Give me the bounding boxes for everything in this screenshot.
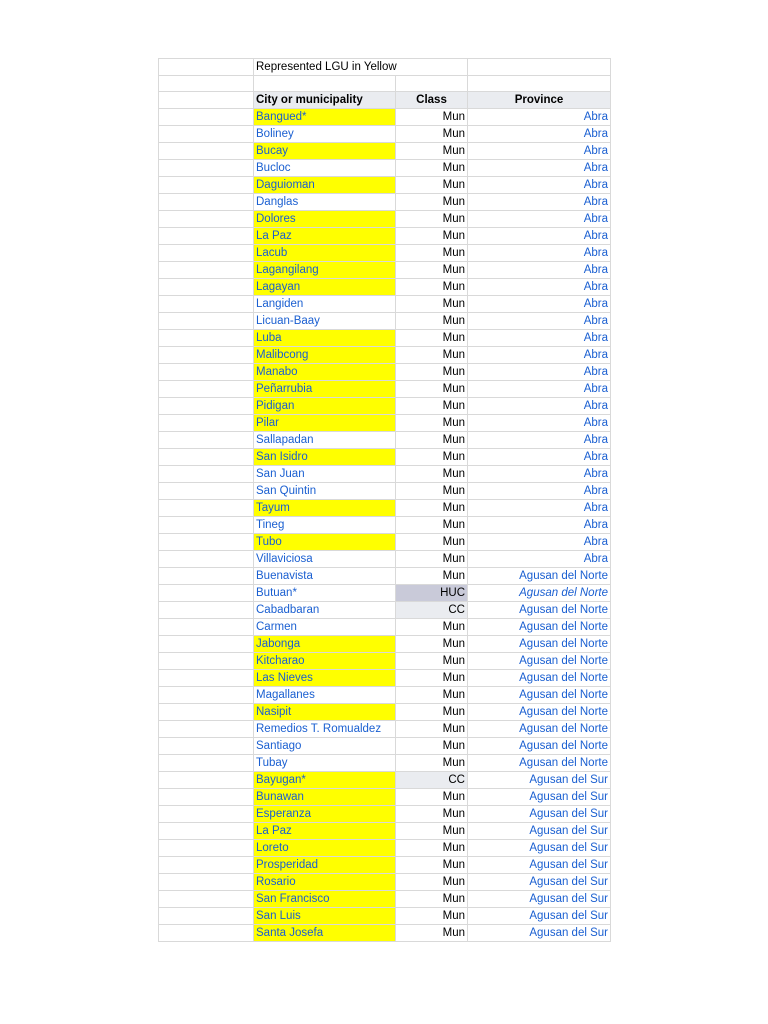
table-row [159, 653, 611, 670]
table-row [159, 415, 611, 432]
city-link[interactable]: Villaviciosa [254, 551, 396, 568]
table-row [159, 704, 611, 721]
blank-cell [159, 840, 254, 857]
table-row [159, 160, 611, 177]
table-row [159, 602, 611, 619]
blank-cell [159, 806, 254, 823]
blank-cell [159, 653, 254, 670]
city-link[interactable]: Licuan-Baay [254, 313, 396, 330]
blank-cell [159, 194, 254, 211]
blank-cell [159, 891, 254, 908]
city-link[interactable]: Loreto [254, 840, 396, 857]
city-link[interactable]: San Isidro [254, 449, 396, 466]
province-link[interactable]: Abra [468, 262, 611, 279]
blank-cell [159, 908, 254, 925]
table-row [159, 381, 611, 398]
city-link[interactable]: Bunawan [254, 789, 396, 806]
class-cell: Mun [396, 925, 468, 942]
blank-cell [396, 76, 468, 92]
province-link[interactable]: Abra [468, 143, 611, 160]
class-cell: Mun [396, 568, 468, 585]
table-row [159, 551, 611, 568]
city-link[interactable]: Danglas [254, 194, 396, 211]
blank-cell [159, 313, 254, 330]
blank-cell [159, 347, 254, 364]
province-link[interactable]: Agusan del Norte [468, 738, 611, 755]
province-link[interactable]: Agusan del Sur [468, 772, 611, 789]
province-link[interactable]: Agusan del Sur [468, 874, 611, 891]
city-link[interactable]: Bayugan* [254, 772, 396, 789]
city-link[interactable]: Esperanza [254, 806, 396, 823]
class-cell: Mun [396, 347, 468, 364]
blank-cell [159, 823, 254, 840]
city-link[interactable]: Remedios T. Romualdez [254, 721, 396, 738]
blank-cell [159, 466, 254, 483]
class-cell: Mun [396, 364, 468, 381]
header-row [159, 92, 611, 109]
blank-cell [159, 619, 254, 636]
province-link[interactable]: Agusan del Norte [468, 721, 611, 738]
blank-cell [159, 76, 254, 92]
blank-cell [159, 109, 254, 126]
class-cell: Mun [396, 534, 468, 551]
province-link[interactable]: Agusan del Sur [468, 891, 611, 908]
blank-cell [159, 449, 254, 466]
province-link[interactable]: Agusan del Sur [468, 908, 611, 925]
table-row [159, 364, 611, 381]
table-row [159, 347, 611, 364]
table-row [159, 194, 611, 211]
blank-cell [159, 330, 254, 347]
blank-cell [159, 92, 254, 109]
class-cell: Mun [396, 874, 468, 891]
table-row [159, 517, 611, 534]
blank-cell [159, 59, 254, 76]
province-link[interactable]: Abra [468, 313, 611, 330]
table-row [159, 823, 611, 840]
blank-cell [254, 76, 396, 92]
province-link[interactable]: Agusan del Norte [468, 687, 611, 704]
table-row [159, 534, 611, 551]
table-row [159, 449, 611, 466]
city-link[interactable]: San Luis [254, 908, 396, 925]
table-row [159, 619, 611, 636]
province-link[interactable]: Agusan del Sur [468, 806, 611, 823]
province-link[interactable]: Agusan del Norte [468, 585, 611, 602]
city-link[interactable]: Boliney [254, 126, 396, 143]
blank-cell [159, 483, 254, 500]
table-row [159, 211, 611, 228]
province-link[interactable]: Abra [468, 398, 611, 415]
blank-cell [159, 364, 254, 381]
province-link[interactable]: Abra [468, 228, 611, 245]
class-cell: CC [396, 772, 468, 789]
class-cell: Mun [396, 704, 468, 721]
table-row [159, 806, 611, 823]
province-link[interactable]: Abra [468, 381, 611, 398]
blank-cell [159, 670, 254, 687]
lgu-table-body [159, 59, 611, 942]
blank-cell [159, 211, 254, 228]
class-cell: Mun [396, 228, 468, 245]
blank-cell [159, 721, 254, 738]
province-link[interactable]: Abra [468, 517, 611, 534]
table-row [159, 738, 611, 755]
blank-cell [159, 602, 254, 619]
class-cell: Mun [396, 500, 468, 517]
table-row [159, 687, 611, 704]
city-link[interactable]: Tubo [254, 534, 396, 551]
class-cell: Mun [396, 857, 468, 874]
class-cell: Mun [396, 891, 468, 908]
province-link[interactable]: Agusan del Norte [468, 704, 611, 721]
blank-cell [159, 517, 254, 534]
class-cell: Mun [396, 432, 468, 449]
table-row [159, 126, 611, 143]
class-cell: Mun [396, 262, 468, 279]
city-link[interactable]: Pilar [254, 415, 396, 432]
table-row [159, 432, 611, 449]
table-row [159, 330, 611, 347]
table-row [159, 874, 611, 891]
province-link[interactable]: Abra [468, 551, 611, 568]
province-link[interactable]: Abra [468, 279, 611, 296]
blank-cell [159, 228, 254, 245]
city-link[interactable]: Jabonga [254, 636, 396, 653]
table-row [159, 279, 611, 296]
city-link[interactable]: San Juan [254, 466, 396, 483]
table-row [159, 925, 611, 942]
province-link[interactable]: Agusan del Sur [468, 857, 611, 874]
class-cell: Mun [396, 653, 468, 670]
city-link[interactable]: Las Nieves [254, 670, 396, 687]
province-link[interactable]: Abra [468, 483, 611, 500]
table-row [159, 228, 611, 245]
class-cell: Mun [396, 160, 468, 177]
spacer-row [159, 76, 611, 92]
city-link[interactable]: Manabo [254, 364, 396, 381]
class-cell: Mun [396, 789, 468, 806]
table-row [159, 143, 611, 160]
city-link[interactable]: Tayum [254, 500, 396, 517]
city-link[interactable]: Bucloc [254, 160, 396, 177]
province-link[interactable]: Abra [468, 109, 611, 126]
blank-cell [159, 687, 254, 704]
province-link[interactable]: Agusan del Norte [468, 755, 611, 772]
city-link[interactable]: Bucay [254, 143, 396, 160]
class-cell: Mun [396, 755, 468, 772]
class-cell: Mun [396, 517, 468, 534]
class-cell: Mun [396, 908, 468, 925]
city-link[interactable]: Peñarrubia [254, 381, 396, 398]
province-link[interactable]: Agusan del Norte [468, 602, 611, 619]
blank-cell [159, 432, 254, 449]
class-cell: Mun [396, 245, 468, 262]
blank-cell [159, 296, 254, 313]
province-link[interactable]: Abra [468, 500, 611, 517]
blank-cell [159, 245, 254, 262]
blank-cell [159, 126, 254, 143]
title-row [159, 59, 611, 76]
province-link[interactable]: Abra [468, 296, 611, 313]
province-link[interactable]: Agusan del Norte [468, 636, 611, 653]
city-link[interactable]: Bangued* [254, 109, 396, 126]
city-link[interactable]: San Francisco [254, 891, 396, 908]
class-cell: Mun [396, 636, 468, 653]
blank-cell [159, 925, 254, 942]
class-cell: Mun [396, 619, 468, 636]
blank-cell [159, 789, 254, 806]
city-link[interactable]: Daguioman [254, 177, 396, 194]
blank-cell [159, 874, 254, 891]
table-row [159, 296, 611, 313]
blank-cell [159, 585, 254, 602]
province-link[interactable]: Abra [468, 177, 611, 194]
class-cell: Mun [396, 313, 468, 330]
province-link[interactable]: Abra [468, 160, 611, 177]
class-cell: Mun [396, 721, 468, 738]
province-link[interactable]: Abra [468, 330, 611, 347]
city-link[interactable]: La Paz [254, 823, 396, 840]
header-class: Class [396, 92, 468, 109]
city-link[interactable]: Lacub [254, 245, 396, 262]
table-row [159, 670, 611, 687]
table-row [159, 245, 611, 262]
province-link[interactable]: Agusan del Sur [468, 925, 611, 942]
class-cell: Mun [396, 177, 468, 194]
city-link[interactable]: Tineg [254, 517, 396, 534]
table-row [159, 262, 611, 279]
class-cell: Mun [396, 279, 468, 296]
class-cell: Mun [396, 330, 468, 347]
province-link[interactable]: Agusan del Sur [468, 789, 611, 806]
province-link[interactable]: Abra [468, 415, 611, 432]
province-link[interactable]: Abra [468, 364, 611, 381]
table-row [159, 313, 611, 330]
province-link[interactable]: Abra [468, 466, 611, 483]
class-cell: Mun [396, 109, 468, 126]
table-row [159, 109, 611, 126]
blank-cell [159, 755, 254, 772]
sheet-title: Represented LGU in Yellow [254, 59, 468, 76]
blank-cell [159, 534, 254, 551]
blank-cell [159, 500, 254, 517]
class-cell: Mun [396, 381, 468, 398]
city-link[interactable]: Nasipit [254, 704, 396, 721]
class-cell: Mun [396, 687, 468, 704]
class-cell: Mun [396, 670, 468, 687]
class-cell: Mun [396, 398, 468, 415]
table-row [159, 177, 611, 194]
table-row [159, 398, 611, 415]
class-cell: Mun [396, 126, 468, 143]
city-link[interactable]: San Quintin [254, 483, 396, 500]
province-link[interactable]: Agusan del Norte [468, 653, 611, 670]
table-row [159, 857, 611, 874]
blank-cell [159, 415, 254, 432]
province-link[interactable]: Agusan del Sur [468, 823, 611, 840]
class-cell: Mun [396, 143, 468, 160]
class-cell: Mun [396, 483, 468, 500]
lgu-table [158, 58, 611, 942]
blank-cell [468, 59, 611, 76]
city-link[interactable]: La Paz [254, 228, 396, 245]
table-row [159, 568, 611, 585]
class-cell: Mun [396, 738, 468, 755]
province-link[interactable]: Abra [468, 126, 611, 143]
province-link[interactable]: Agusan del Norte [468, 568, 611, 585]
blank-cell [159, 143, 254, 160]
province-link[interactable]: Abra [468, 534, 611, 551]
blank-cell [159, 381, 254, 398]
table-row [159, 466, 611, 483]
class-cell: CC [396, 602, 468, 619]
province-link[interactable]: Abra [468, 211, 611, 228]
table-row [159, 840, 611, 857]
table-row [159, 755, 611, 772]
city-link[interactable]: Buenavista [254, 568, 396, 585]
province-link[interactable]: Abra [468, 194, 611, 211]
province-link[interactable]: Abra [468, 347, 611, 364]
header-city: City or municipality [254, 92, 396, 109]
table-row [159, 483, 611, 500]
city-link[interactable]: Butuan* [254, 585, 396, 602]
class-cell: Mun [396, 415, 468, 432]
table-row [159, 891, 611, 908]
table-row [159, 908, 611, 925]
class-cell: Mun [396, 194, 468, 211]
city-link[interactable]: Pidigan [254, 398, 396, 415]
blank-cell [159, 279, 254, 296]
city-link[interactable]: Lagangilang [254, 262, 396, 279]
city-link[interactable]: Santiago [254, 738, 396, 755]
blank-cell [159, 551, 254, 568]
city-link[interactable]: Kitcharao [254, 653, 396, 670]
city-link[interactable]: Carmen [254, 619, 396, 636]
blank-cell [159, 772, 254, 789]
class-cell: Mun [396, 466, 468, 483]
province-link[interactable]: Abra [468, 449, 611, 466]
blank-cell [159, 262, 254, 279]
header-province: Province [468, 92, 611, 109]
province-link[interactable]: Abra [468, 245, 611, 262]
blank-cell [468, 76, 611, 92]
class-cell: Mun [396, 840, 468, 857]
city-link[interactable]: Cabadbaran [254, 602, 396, 619]
blank-cell [159, 160, 254, 177]
table-row [159, 500, 611, 517]
table-row [159, 585, 611, 602]
city-link[interactable]: Luba [254, 330, 396, 347]
blank-cell [159, 738, 254, 755]
city-link[interactable]: Langiden [254, 296, 396, 313]
province-link[interactable]: Agusan del Norte [468, 619, 611, 636]
blank-cell [159, 857, 254, 874]
table-row [159, 772, 611, 789]
city-link[interactable]: Magallanes [254, 687, 396, 704]
city-link[interactable]: Tubay [254, 755, 396, 772]
class-cell: Mun [396, 806, 468, 823]
table-row [159, 789, 611, 806]
class-cell: Mun [396, 449, 468, 466]
city-link[interactable]: Dolores [254, 211, 396, 228]
blank-cell [159, 177, 254, 194]
table-row [159, 721, 611, 738]
class-cell: Mun [396, 823, 468, 840]
class-cell: Mun [396, 296, 468, 313]
city-link[interactable]: Santa Josefa [254, 925, 396, 942]
blank-cell [159, 704, 254, 721]
blank-cell [159, 398, 254, 415]
province-link[interactable]: Agusan del Norte [468, 670, 611, 687]
city-link[interactable]: Prosperidad [254, 857, 396, 874]
province-link[interactable]: Abra [468, 432, 611, 449]
city-link[interactable]: Malibcong [254, 347, 396, 364]
city-link[interactable]: Lagayan [254, 279, 396, 296]
blank-cell [159, 636, 254, 653]
class-cell: HUC [396, 585, 468, 602]
city-link[interactable]: Rosario [254, 874, 396, 891]
class-cell: Mun [396, 211, 468, 228]
blank-cell [159, 568, 254, 585]
city-link[interactable]: Sallapadan [254, 432, 396, 449]
province-link[interactable]: Agusan del Sur [468, 840, 611, 857]
table-row [159, 636, 611, 653]
class-cell: Mun [396, 551, 468, 568]
